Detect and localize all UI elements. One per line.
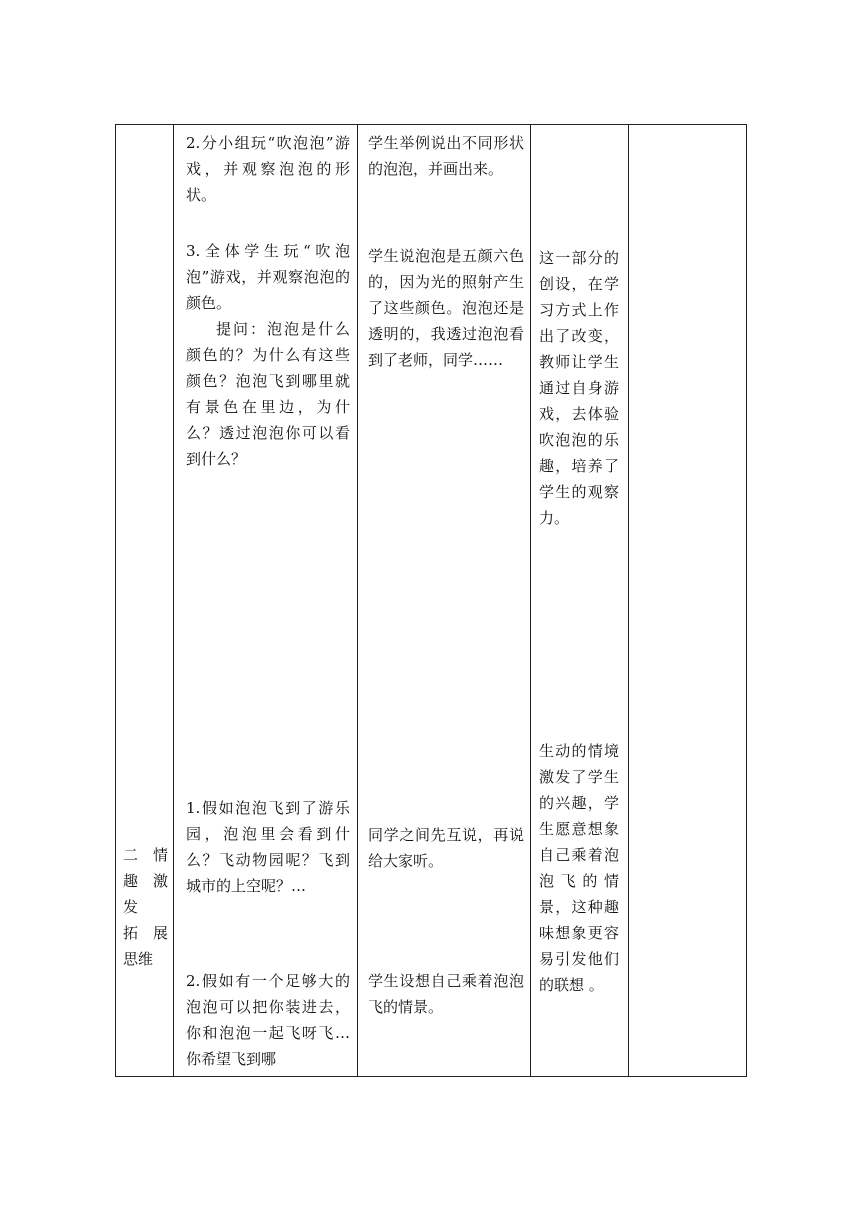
lesson-plan-table: [115, 124, 747, 1077]
column-divider: [628, 125, 629, 1076]
design-intent: 生动的情境激发了学生的兴趣，学生愿意想象自己乘着泡泡飞的情景，这种趣味想象更容易引发他们的联想 。: [539, 742, 619, 994]
design-intent: 这一部分的创设，在学习方式上作出了改变，教师让学生通过自身游戏，去体验吹泡泡的乐趣，培养了学生的观察力。: [539, 249, 619, 527]
student-response: 同学之间先互说，再说给大家听。: [368, 826, 524, 870]
column-divider: [357, 125, 358, 1076]
activity-item: 2.假如有一个足够大的泡泡可以把你装进去，你和泡泡一起飞呀飞…你希望飞到哪: [186, 972, 350, 1068]
activity-item: 1.假如泡泡飞到了游乐园，泡泡里会看到什么？飞动物园呢？飞到城市的上空呢？…: [186, 799, 350, 895]
activity-item: 2.分小组玩“吹泡泡”游戏，并观察泡泡的形状。: [186, 134, 350, 204]
teacher-question: 提问：泡泡是什么颜色的？为什么有这些颜色？泡泡飞到哪里就有景色在里边，为什么？透过泡泡你可以看到什么？: [186, 320, 350, 468]
student-response: 学生设想自己乘着泡泡飞的情景。: [368, 972, 524, 1016]
column-divider: [530, 125, 531, 1076]
student-response: 学生举例说出不同形状的泡泡，并画出来。: [368, 134, 524, 178]
activity-item: 3.全体学生玩“吹泡泡”游戏，并观察泡泡的颜色。 提问：泡泡是什么颜色的？为什么有这些颜色？泡泡飞到哪里就有景色在里边，为什么？透过泡泡你可以看到什么？: [186, 238, 350, 472]
stage-label: 二 情 趣 激 发 拓 展 思维: [123, 846, 168, 968]
student-response: 学生说泡泡是五颜六色的，因为光的照射产生了这些颜色。泡泡还是透明的，我透过泡泡看到了老师，同学……: [368, 247, 524, 369]
